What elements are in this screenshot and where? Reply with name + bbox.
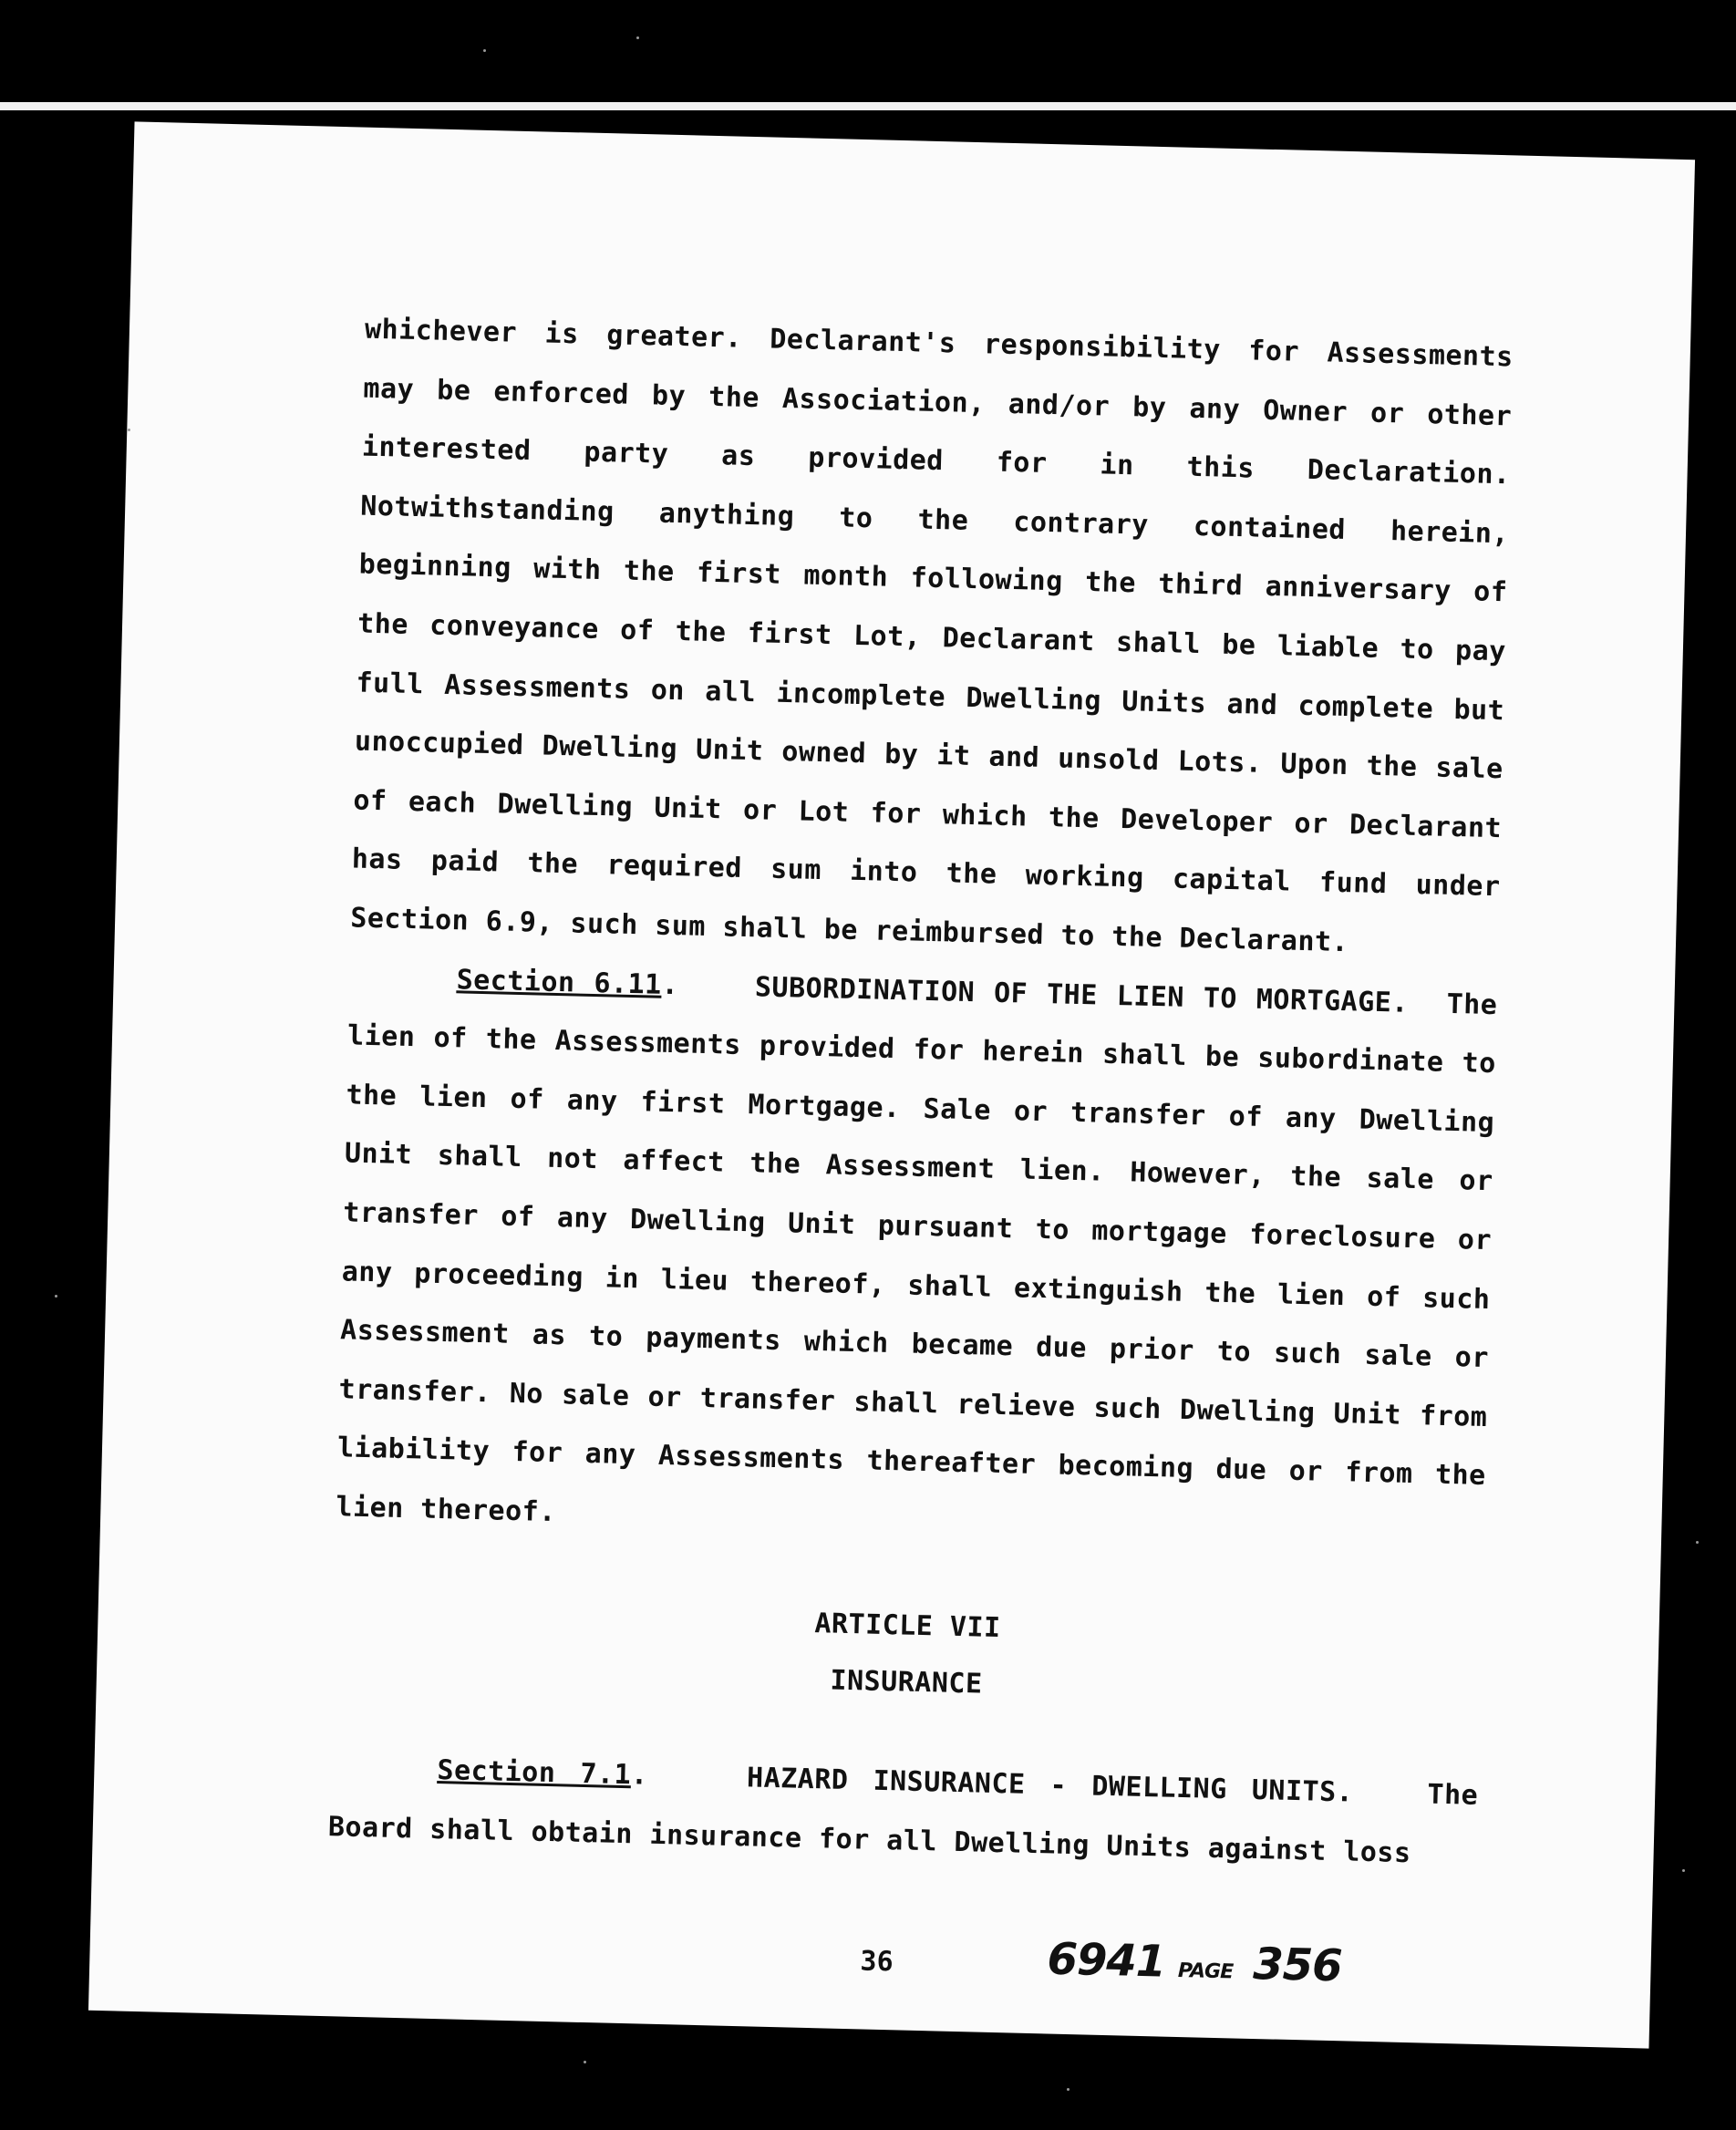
article-heading-block (331, 1585, 1483, 1726)
continued-paragraph: whichever is greater. Declarant's responsibility for Assessments may be enforced by the Association, and/or by any Owner or other interested party as provided for in this Declaration. Notwithstanding anything to the contrary contained herein, beginning with the first month following the third anniversary of the conveyance of the first Lot, Declarant shall be liable to pay full Assessments on all incomplete Dwelling Units and complete but unoccupied Dwelling Unit owned by it and unsold Lots. Upon the sale of each Dwelling Unit or Lot for which the Developer or Declarant has paid the required sum into the working capital fund under Section 6.9, such sum shall be reimbursed to the Declarant. (349, 313, 1514, 959)
scanner-edge-rule (0, 102, 1736, 110)
section-6-11-paragraph: Section 6.11. SUBORDINATION OF THE LIEN TO MORTGAGE. The lien of the Assessments provided for herein shall be subordinate to the lien of any first Mortgage. Sale or transfer of any Dwelling Unit shall not affect the Assessment lien. However, the sale or transfer of any Dwelling Unit pursuant to mortgage foreclosure or any proceeding in lieu thereof, shall extinguish the lien of such Assessment as to payments which became due prior to such sale or transfer. No sale or transfer shall relieve such Dwelling Unit from liability for any Assessments thereafter becoming due or from the lien thereof. (336, 963, 1498, 1529)
page-footer (91, 1910, 1651, 1992)
section-7-1-title: HAZARD INSURANCE - DWELLING UNITS. (746, 1762, 1354, 1810)
document-page (88, 121, 1695, 2048)
page-number: 36 (860, 1945, 894, 1979)
section-7-1-body: The Board shall obtain insurance for all Dwelling Units against loss (327, 1779, 1479, 1870)
section-7-1-heading: Section 7.1 (437, 1754, 632, 1792)
page-body (327, 301, 1514, 1886)
article-title: INSURANCE (830, 1665, 983, 1701)
book-number: 6941 (1046, 1933, 1166, 1988)
book-page-number: 356 (1252, 1938, 1343, 1992)
scan-noise-speck (128, 429, 130, 431)
page-label: PAGE (1177, 1959, 1234, 1984)
section-6-11-title: SUBORDINATION OF THE LIEN TO MORTGAGE. (754, 970, 1410, 1019)
article-number: ARTICLE VII (814, 1608, 1001, 1645)
section-6-11-body: The lien of the Assessments provided for herein shall be subordinate to the lien of any first Mortgage. Sale or transfer of any Dwelling Unit shall not affect the Assessment lien. However, the sale or transfer of any Dwelling Unit pursuant to mortgage foreclosure or any proceeding in lieu thereof, shall extinguish the lien of such Assessment as to payments which became due prior to such sale or transfer. No sale or transfer shall relieve such Dwelling Unit from liability for any Assessments thereafter becoming due or from the lien thereof. (336, 987, 1498, 1529)
recording-stamp (1047, 1933, 1342, 1991)
scan-noise-speck (1682, 1869, 1685, 1872)
scan-noise-speck (636, 36, 639, 39)
section-6-11-heading: Section 6.11 (456, 963, 663, 1001)
scan-noise-speck (1067, 2088, 1070, 2091)
scan-noise-speck (1696, 1541, 1699, 1544)
section-7-1-paragraph: Section 7.1. HAZARD INSURANCE - DWELLING UNITS. The Board shall obtain insurance for all Dwelling Units against loss (327, 1754, 1479, 1870)
scan-noise-speck (55, 1295, 57, 1298)
scan-noise-speck (483, 49, 486, 52)
scan-noise-speck (584, 2061, 586, 2063)
